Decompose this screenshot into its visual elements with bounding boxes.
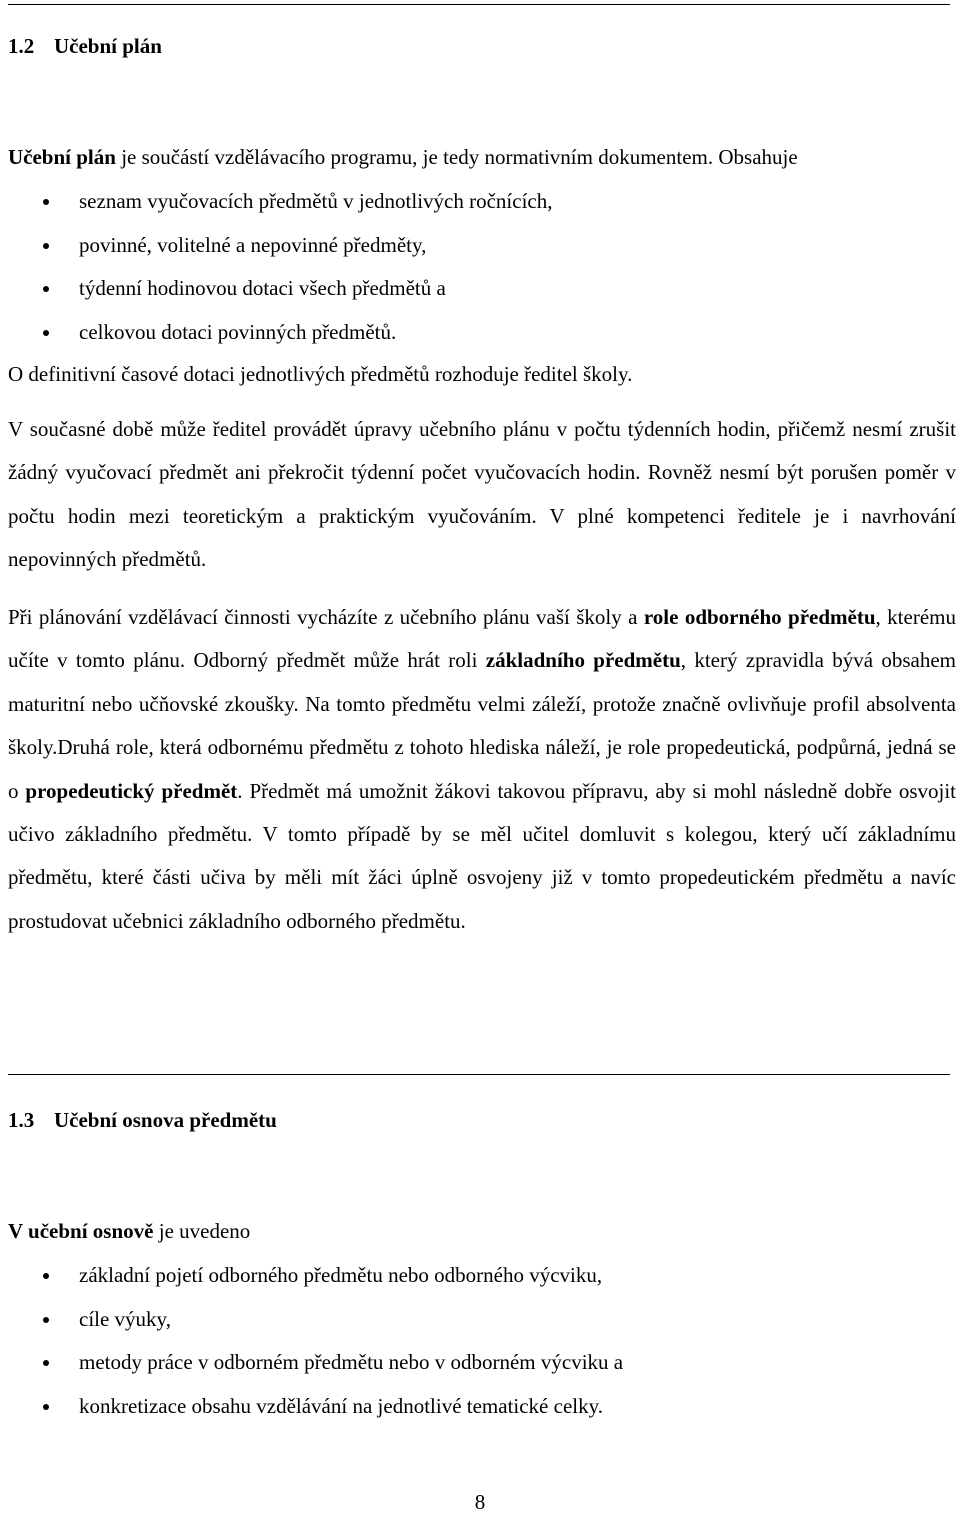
bullet-icon xyxy=(43,1317,49,1323)
list-item: základní pojetí odborného předmětu nebo odborného výcviku, xyxy=(0,1254,623,1298)
bullet-icon xyxy=(43,199,49,205)
plan-contents-list xyxy=(0,180,553,354)
term-ucebni-plan: Učební plán xyxy=(8,145,116,169)
list-item: celkovou dotaci povinných předmětů. xyxy=(0,311,553,355)
bullet-icon xyxy=(43,1404,49,1410)
term-zakladniho-predmetu: základního předmětu xyxy=(485,648,681,673)
section-heading-1-2 xyxy=(8,34,162,59)
osnova-contents-list xyxy=(0,1254,623,1428)
list-item: metody práce v odborném předmětu nebo v odborném výcviku a xyxy=(0,1341,623,1385)
section-title: Učební osnova předmětu xyxy=(54,1108,277,1132)
intro-paragraph: Učební plán je součástí vzdělávacího programu, je tedy normativním dokumentem. Obsahuje xyxy=(8,145,798,169)
page-number: 8 xyxy=(474,1490,486,1514)
list-item: týdenní hodinovou dotaci všech předmětů a xyxy=(0,267,553,311)
list-item: cíle výuky, xyxy=(0,1298,623,1342)
adjustments-paragraph: V současné době může ředitel provádět úpravy učebního plánu v počtu týdenních hodin, přičemž nesmí zrušit žádný vyučovací předmět ani překročit týdenní počet vyučovacích hodin. Rovněž nesmí být porušen poměr v počtu hodin mezi teoretickým a praktickým vyučováním. V plné kompetenci ředitele je i navrhování nepovinných předmětů. xyxy=(8,417,956,572)
bullet-icon xyxy=(43,1273,49,1279)
bullet-icon xyxy=(43,1360,49,1366)
osnova-intro-paragraph: V učební osnově je uvedeno xyxy=(8,1219,251,1243)
section-heading-1-3 xyxy=(8,1108,277,1133)
section-title: Učební plán xyxy=(54,34,162,58)
subject-roles-paragraph: Při plánování vzdělávací činnosti vycházíte z učebního plánu vaší školy a role odborného předmětu, kterému učíte v tomto plánu. Odborný předmět může hrát roli základního předmětu, který zpravidla bývá obsahem maturitní nebo učňovské zkoušky. Na tomto předmětu velmi záleží, protože značně ovlivňuje profil absolventa školy.Druhá role, která odbornému předmětu z tohoto hlediska náleží, je role propedeutická, podpůrná, jedná se o propedeutický předmět. Předmět má umožnit žákovi takovou přípravu, aby si mohl následně dobře osvojit učivo základního předmětu. V tomto případě by se měl učitel domluvit s kolegou, který učí základnímu předmětu, které části učiva by měli mít žáci úplně osvojeny již v tomto propedeutickém předmětu a navíc prostudovat učebnici základního odborného předmětu. xyxy=(8,605,957,933)
term-ucebni-osnove: V učební osnově xyxy=(8,1219,154,1243)
term-propedeuticky-predmet: propedeutický předmět xyxy=(25,778,238,803)
section-number: 1.3 xyxy=(8,1108,35,1132)
list-item: seznam vyučovacích předmětů v jednotlivých ročnících, xyxy=(0,180,553,224)
list-item: povinné, volitelné a nepovinné předměty, xyxy=(0,224,553,268)
section-number: 1.2 xyxy=(8,34,35,58)
list-item: konkretizace obsahu vzdělávání na jednotlivé tematické celky. xyxy=(0,1385,623,1429)
bullet-icon xyxy=(43,330,49,336)
bullet-icon xyxy=(43,243,49,249)
section-divider xyxy=(8,1074,950,1075)
term-role-odborneho-predmetu: role odborného předmětu xyxy=(643,605,876,629)
decision-paragraph: O definitivní časové dotaci jednotlivých předmětů rozhoduje ředitel školy. xyxy=(8,362,633,386)
bullet-icon xyxy=(43,286,49,292)
top-rule xyxy=(8,4,950,5)
